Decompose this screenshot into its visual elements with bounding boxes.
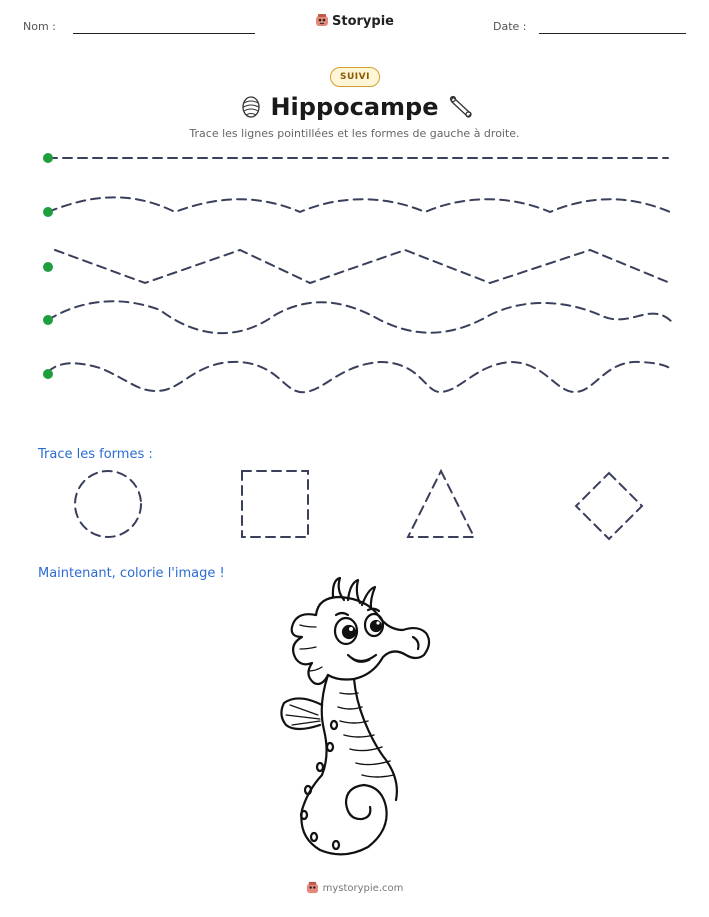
instructions: Trace les lignes pointillées et les formes de gauche à droite.	[189, 127, 520, 140]
trace-triangle[interactable]	[408, 471, 474, 537]
trace-circle[interactable]	[75, 471, 141, 537]
start-dot	[43, 262, 53, 272]
trace-line-bumps[interactable]	[48, 362, 672, 392]
trace-line-wave-2[interactable]	[48, 301, 672, 333]
trace-line-wave[interactable]	[48, 197, 670, 212]
footer	[0, 881, 709, 894]
brand-name: Storypie	[332, 14, 394, 29]
coloring-label: Maintenant, colorie l'image !	[38, 566, 225, 581]
page-title: Hippocampe	[270, 93, 439, 121]
shapes-label: Trace les formes :	[38, 447, 153, 462]
start-dot	[43, 153, 53, 163]
footer-url[interactable]: mystorypie.com	[322, 883, 404, 894]
start-dot	[43, 207, 53, 217]
start-dot	[43, 369, 53, 379]
trace-square[interactable]	[242, 471, 308, 537]
trace-diamond[interactable]	[576, 473, 642, 539]
date-label: Date :	[493, 20, 527, 33]
storypie-logo-icon	[306, 881, 319, 894]
seahorse-coloring-image[interactable]	[278, 575, 433, 865]
tracing-shapes	[0, 460, 709, 550]
name-label: Nom :	[23, 20, 56, 33]
level-badge: SUIVI	[330, 67, 380, 87]
trace-line-zigzag[interactable]	[55, 250, 670, 283]
tracing-lines	[0, 0, 709, 420]
start-dot	[43, 315, 53, 325]
